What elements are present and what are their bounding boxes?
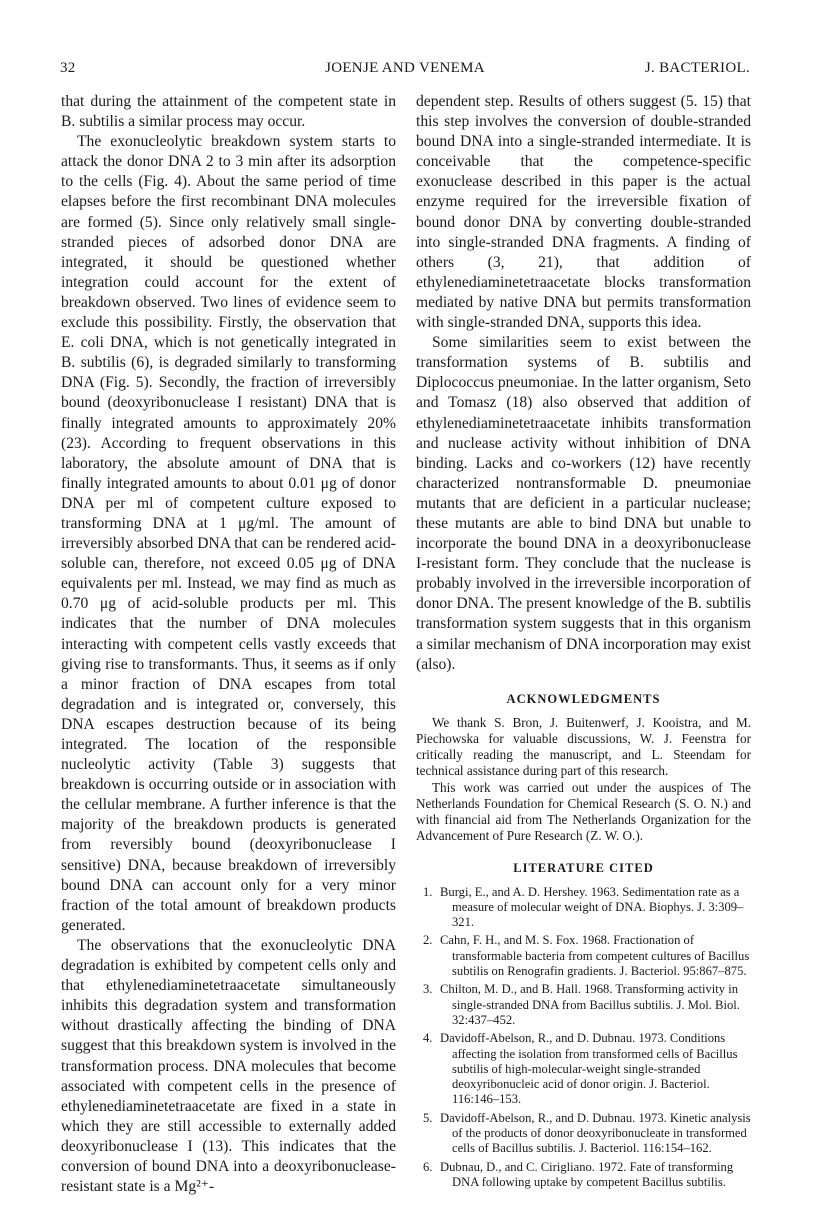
journal-name: J. BACTERIOL. (644, 60, 750, 76)
reference-text: Dubnau, D., and C. Cirigliano. 1972. Fate of transforming DNA following uptake by competent Bacillus subtilis. (440, 1159, 734, 1189)
acknowledgments-section (416, 715, 751, 845)
acknowledgments-heading: ACKNOWLEDGMENTS (506, 691, 661, 706)
paragraph: that during the attainment of the competent state in B. subtilis a similar process may occur. (61, 93, 396, 131)
reference-text: Cahn, F. H., and M. S. Fox. 1968. Fractionation of transformable bacteria from competent cultures of Bacillus subtilis on Renografin gradients. J. Bacteriol. 95:867–875. (440, 933, 750, 979)
reference-number: 4. (423, 1031, 433, 1046)
reference-item (416, 982, 751, 1028)
reference-number: 2. (423, 933, 433, 948)
reference-item (416, 933, 751, 979)
paragraph: The exonucleolytic breakdown system starts to attack the donor DNA 2 to 3 min after its adsorption to the cells (Fig. 4). About the same period of time elapses before the first recombinant DNA molecules are formed (5). Since only relatively small single-stranded pieces of adsorbed donor DNA are integrated, it should be questioned whether integration could account for the extent of breakdown observed. Two lines of evidence seem to exclude this possibility. Firstly, the observation that E. coli DNA, which is not genetically integrated in B. subtilis (6), is degraded similarly to transforming DNA (Fig. 5). Secondly, the fraction of irreversibly bound (deoxyribonuclease I resistant) DNA that is finally integrated amounts to approximately 20% (23). According to frequent observations in this laboratory, the absolute amount of DNA that is finally integrated amounts to about 0.01 μg of donor DNA per ml of competent culture exposed to transforming DNA at 1 μg/ml. The amount of irreversibly absorbed DNA that can be rendered acid-soluble can, therefore, not exceed 0.05 μg of DNA equivalents per ml. Instead, we may find as much as 0.70 μg of acid-soluble products per ml. This indicates that the number of DNA molecules interacting with competent cells vastly exceeds that giving rise to transformants. Thus, it seems as if only a minor fraction of DNA escapes from total degradation and is integrated or, conversely, this DNA escapes destruction because of its being integrated. The location of the responsible nucleolytic activity (Table 3) suggests that breakdown is occurring outside or in association with the cellular membrane. A further inference is that the majority of the breakdown products is generated from reversibly bound (deoxyribonuclease I sensitive) DNA, because breakdown of irreversibly bound DNA can account only for a very minor fraction of the total amount of breakdown products generated. (61, 133, 396, 934)
acknowledgments-paragraph: This work was carried out under the auspices of The Netherlands Foundation for Chemical Research (S. O. N.) and with financial aid from The Netherlands Organization for the Advancement of Pure Research (Z. W. O.). (416, 779, 751, 844)
reference-text: Davidoff-Abelson, R., and D. Dubnau. 1973. Conditions affecting the isolation from transformed cells of Bacillus subtilis of high-molecular-weight single-stranded deoxyribonucleic acid of donor origin. J. Bacteriol. 116:146–153. (440, 1031, 738, 1107)
reference-item (416, 1160, 751, 1191)
literature-cited-heading: LITERATURE CITED (513, 861, 654, 876)
paragraph: dependent step. Results of others suggest (5. 15) that this step involves the conversion of double-stranded bound DNA into a single-stranded intermediate. It is conceivable that the competence-specific exonuclease described in this paper is the actual enzyme required for the irreversible fixation of bound donor DNA by converting double-stranded into single-stranded DNA fragments. A finding of others (3, 21), that addition of ethylenediaminetetraacetate blocks transformation mediated by native DNA but permits transformation with single-stranded DNA, supports this idea. (416, 93, 751, 332)
reference-item (416, 1111, 751, 1157)
right-column (416, 92, 751, 1193)
reference-item (416, 885, 751, 931)
reference-text: Burgi, E., and A. D. Hershey. 1963. Sedimentation rate as a measure of molecular weight of DNA. Biophys. J. 3:309–321. (440, 884, 744, 930)
page-number: 32 (60, 60, 76, 76)
acknowledgments-paragraph: We thank S. Bron, J. Buitenwerf, J. Kooistra, and M. Piechowska for valuable discussions, W. J. Feenstra for critically reading the manuscript, and L. Steendam for technical assistance during part of this research. (416, 714, 751, 779)
left-column (61, 92, 396, 1197)
reference-number: 5. (423, 1110, 433, 1125)
paragraph: Some similarities seem to exist between the transformation systems of B. subtilis and Diplococcus pneumoniae. In the latter organism, Seto and Tomasz (18) also observed that addition of ethylenediaminetetraacetate inhibits transformation and nuclease activity without inhibition of DNA binding. Lacks and co-workers (12) have recently characterized nontransformable D. pneumoniae mutants that are deficient in a particular nuclease; these mutants are able to bind DNA but unable to incorporate the bound DNA in a deoxyribonuclease I-resistant form. They conclude that the nuclease is probably involved in the irreversible incorporation of donor DNA. The present knowledge of the B. subtilis transformation system suggests that in this organism a similar mechanism of DNA incorporation may exist (also). (416, 334, 751, 673)
reference-number: 6. (423, 1159, 433, 1174)
running-authors: JOENJE AND VENEMA (325, 60, 485, 76)
reference-item (416, 1031, 751, 1107)
paragraph: The observations that the exonucleolytic DNA degradation is exhibited by competent cells only and that ethylenediaminetetraacetate simultaneously inhibits this degradation system and transformation without drastically affecting the binding of DNA suggest that this breakdown system is involved in the transformation process. DNA molecules that become associated with competent cells in the presence of ethylenediaminetetraacetate are fixed in a state in which they are still accessible to externally added deoxyribonuclease I (13). This indicates that the conversion of bound DNA into a deoxyribonuclease-resistant state is a Mg²⁺- (61, 936, 396, 1196)
reference-number: 3. (423, 982, 433, 997)
reference-text: Chilton, M. D., and B. Hall. 1968. Transforming activity in single-stranded DNA from Bacillus subtilis. J. Mol. Biol. 32:437–452. (440, 982, 740, 1027)
reference-number: 1. (423, 884, 433, 899)
reference-list (416, 885, 751, 1191)
reference-text: Davidoff-Abelson, R., and D. Dubnau. 1973. Kinetic analysis of the products of donor deoxyribonucleate in transformed cells of Bacillus subtilis. J. Bacteriol. 116:154–162. (440, 1110, 751, 1156)
running-header (60, 60, 750, 82)
